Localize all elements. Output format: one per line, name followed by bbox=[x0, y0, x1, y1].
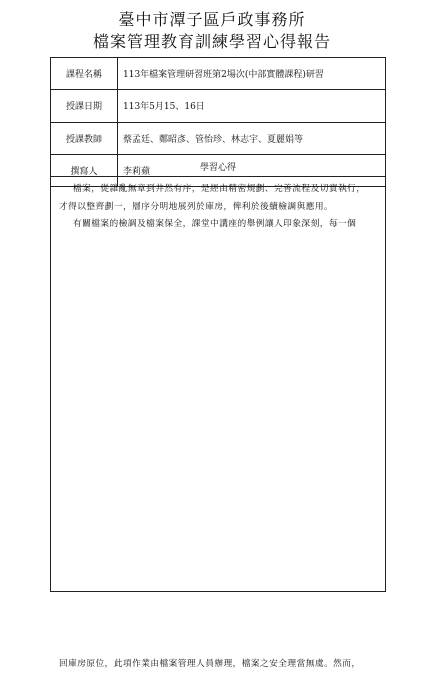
paragraph-line bbox=[59, 463, 377, 481]
table-row bbox=[51, 58, 386, 90]
paragraph-line bbox=[59, 339, 377, 357]
reflection-box bbox=[50, 160, 386, 670]
paragraph-line bbox=[59, 287, 377, 305]
paragraph-line bbox=[59, 674, 377, 691]
paragraph-line: 回庫房原位，此項作業由檔案管理人員辦理，檔案之安全理當無虞。然而， bbox=[59, 659, 361, 670]
course-name-label: 課程名稱 bbox=[51, 58, 118, 90]
paragraph-line bbox=[59, 304, 377, 322]
paragraph-line bbox=[59, 445, 377, 463]
paragraph-line bbox=[59, 410, 377, 428]
paragraph-line bbox=[59, 322, 377, 340]
paragraph-line: 有關檔案的檢調及檔案保全，課堂中講座的舉例讓人印象深刻，每一個 bbox=[73, 219, 357, 230]
paragraph-line bbox=[59, 638, 377, 656]
paragraph-line bbox=[59, 251, 377, 269]
paragraph-line bbox=[59, 427, 377, 445]
paragraph-line bbox=[59, 603, 377, 621]
paragraph-line bbox=[59, 533, 377, 551]
course-date-value: 113年5月15、16日 bbox=[118, 90, 386, 122]
paragraph-line bbox=[59, 498, 377, 516]
section-header: 學習心得 bbox=[51, 160, 385, 177]
course-name-value: 113年檔案管理研習班第2場次(中部實體課程)研習 bbox=[118, 58, 386, 90]
document-title: 臺中市潭子區戶政事務所 bbox=[118, 10, 306, 29]
paragraph-line bbox=[59, 234, 377, 252]
paragraph-line bbox=[59, 621, 377, 639]
paragraph-line: 檔案，從雜亂無章到井然有序，是經由精密規劃、完善流程及切實執行， bbox=[73, 184, 366, 194]
instructor-label: 授課教師 bbox=[51, 122, 118, 154]
author-label: 撰寫人 bbox=[51, 154, 118, 186]
paragraph-line bbox=[59, 568, 377, 586]
paragraph-line bbox=[59, 480, 377, 498]
paragraph-line bbox=[59, 515, 377, 533]
paragraph-line bbox=[59, 392, 377, 410]
table-row bbox=[51, 90, 386, 122]
paragraph-line bbox=[59, 357, 377, 375]
paragraph-line bbox=[59, 269, 377, 287]
paragraph-line bbox=[59, 586, 377, 604]
document-subtitle: 檔案管理教育訓練學習心得報告 bbox=[92, 32, 331, 51]
course-date-label: 授課日期 bbox=[51, 90, 118, 122]
table-row bbox=[51, 122, 386, 154]
instructor-value: 蔡孟廷、鄭昭彥、管怡珍、林志宇、夏麗娟等 bbox=[118, 122, 386, 154]
paragraph-line: 才得以整齊劃一，層序分明地展列於庫房，俾利於後續檢調與應用。 bbox=[59, 201, 334, 212]
reflection-body bbox=[51, 181, 385, 691]
author-value: 李莉蘋 bbox=[118, 154, 386, 186]
paragraph-line bbox=[59, 550, 377, 568]
paragraph-line bbox=[59, 375, 377, 393]
